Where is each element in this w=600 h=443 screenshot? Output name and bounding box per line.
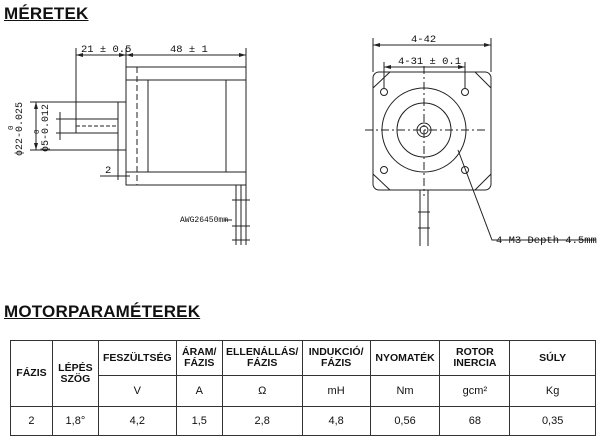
header-phase: FÁZIS (11, 341, 53, 407)
dim-face-width: 4-42 (411, 34, 437, 46)
value-weight: 0,35 (510, 407, 596, 436)
value-step-angle: 1,8° (52, 407, 98, 436)
dim-shaft-diameter-upper: 0 (34, 129, 42, 134)
header-torque: NYOMATÉK (370, 341, 440, 376)
unit-torque: Nm (370, 376, 440, 407)
unit-resistance: Ω (222, 376, 302, 407)
mount-hole-tl (381, 89, 388, 96)
header-rotor-inertia: ROTOR INERCIA (440, 341, 510, 376)
value-voltage: 4,2 (98, 407, 176, 436)
value-resistance: 2,8 (222, 407, 302, 436)
motor-params-table (10, 340, 596, 436)
unit-current: A (176, 376, 222, 407)
dim-flange-diameter-upper: 0 (8, 125, 16, 130)
header-inductance: INDUKCIÓ/ FÁZIS (302, 341, 370, 376)
value-rotor-inertia: 68 (440, 407, 510, 436)
hole-note: 4-M3 Depth 4.5mm (496, 235, 597, 247)
header-weight: SÚLY (510, 341, 596, 376)
dim-flange-diameter: ϕ22-0.025 (15, 101, 26, 156)
dimensions-heading: MÉRETEK (4, 4, 89, 23)
dim-hole-spacing: 4-31 ± 0.1 (398, 56, 462, 68)
motor-face-front (373, 72, 491, 190)
mount-hole-tr (462, 89, 469, 96)
unit-rotor-inertia: gcm² (440, 376, 510, 407)
unit-inductance: mH (302, 376, 370, 407)
header-voltage: FESZÜLTSÉG (98, 341, 176, 376)
dim-shaft-length: 21 ± 0.5 (81, 44, 132, 56)
dim-shaft-diameter: ϕ5-0.012 (41, 103, 52, 152)
header-resistance: ELLENÁLLÁS/ FÁZIS (222, 341, 302, 376)
motor-body-inner (148, 80, 226, 172)
value-current: 1,5 (176, 407, 222, 436)
motor-flange-boss (118, 102, 126, 150)
header-current: ÁRAM/ FÁZIS (176, 341, 222, 376)
value-inductance: 4,8 (302, 407, 370, 436)
unit-weight: Kg (510, 376, 596, 407)
value-phase: 2 (11, 407, 53, 436)
value-torque: 0,56 (370, 407, 440, 436)
wire-gauge-label: AWG26450mm (180, 216, 229, 225)
header-step-angle: LÉPÉS SZÖG (52, 341, 98, 407)
dim-flange-thickness: 2 (105, 165, 112, 177)
dim-body-length: 48 ± 1 (170, 44, 208, 56)
unit-voltage: V (98, 376, 176, 407)
motor-params-heading: MOTORPARAMÉTEREK (4, 302, 201, 321)
motor-body-side (126, 67, 246, 185)
mount-hole-bl (381, 167, 388, 174)
motor-dimension-drawing (0, 26, 600, 276)
